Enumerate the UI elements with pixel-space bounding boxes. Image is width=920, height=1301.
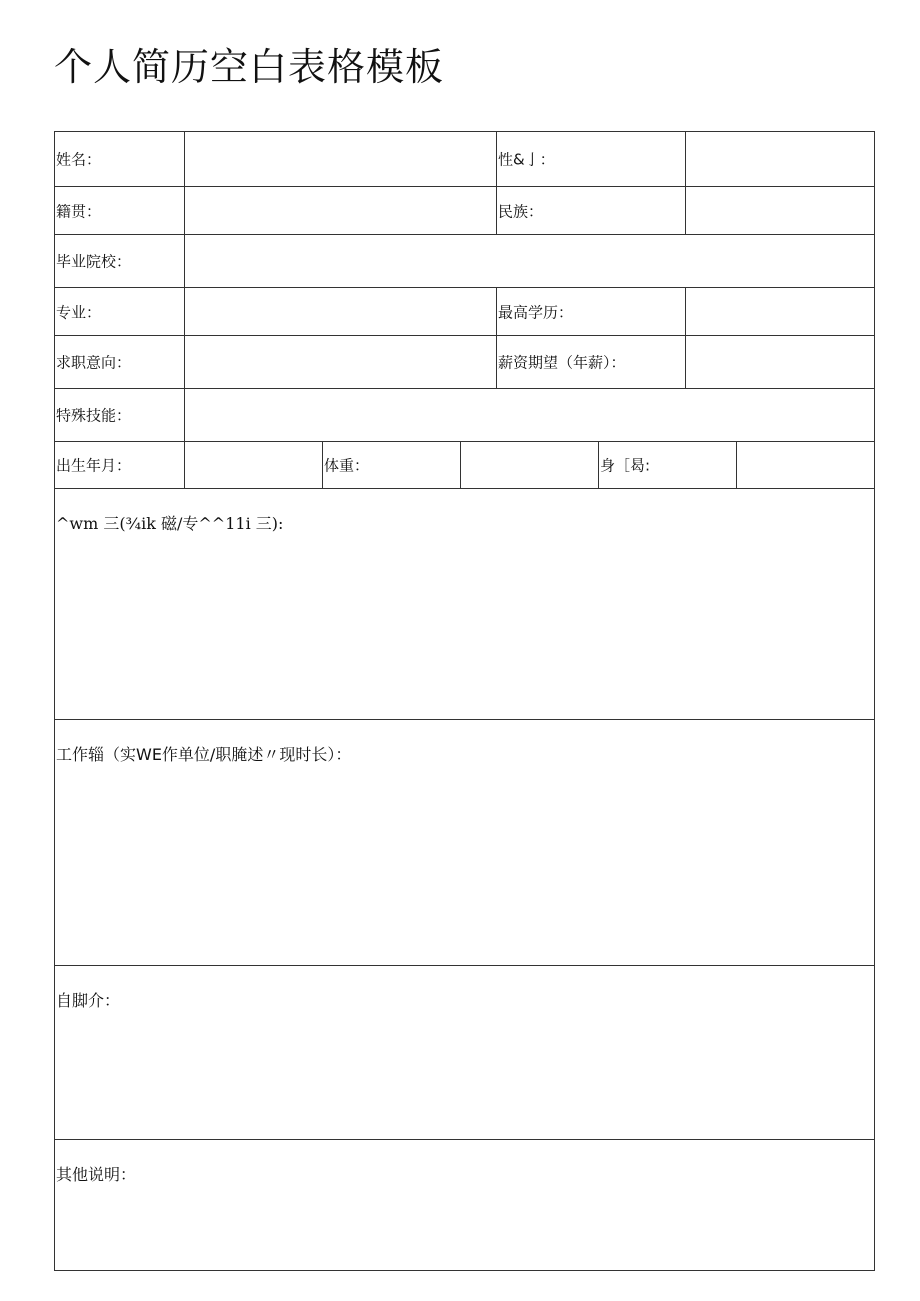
label-cell-gender	[497, 132, 686, 186]
page-title: 个人简历空白表格模板	[54, 45, 445, 89]
major-label: 专业：	[56, 303, 102, 321]
self-intro-label: 自脚介：	[56, 991, 121, 1010]
name-field[interactable]	[185, 132, 497, 186]
section-self-intro[interactable]	[55, 966, 874, 1140]
major-field[interactable]	[185, 288, 497, 335]
label-cell-ethnicity	[497, 187, 686, 234]
school-label: 毕业院校：	[56, 252, 132, 271]
weight-label: 体重：	[324, 456, 370, 475]
other-label: 其他说明：	[56, 1165, 137, 1184]
name-label: 姓名：	[56, 150, 102, 169]
gender-label: 性&亅：	[498, 150, 555, 169]
education-label: 最高学历：	[498, 303, 574, 321]
skills-label: 特殊技能：	[56, 406, 132, 425]
job-intent-label: 求职意向：	[56, 353, 132, 372]
row-school	[55, 235, 874, 288]
ethnicity-field[interactable]	[686, 187, 875, 234]
native-place-label: 籍贯：	[56, 202, 102, 220]
label-cell-native-place	[55, 187, 185, 234]
label-cell-major	[55, 288, 185, 335]
salary-field[interactable]	[686, 336, 875, 388]
row-skills	[55, 389, 874, 442]
height-field[interactable]	[737, 442, 875, 488]
section-education-history[interactable]	[55, 489, 874, 720]
label-cell-birth	[55, 442, 185, 488]
native-place-field[interactable]	[185, 187, 497, 234]
label-cell-salary	[497, 336, 686, 388]
label-cell-weight	[323, 442, 461, 488]
salary-label: 薪资期望（年薪）：	[498, 353, 626, 372]
weight-field[interactable]	[461, 442, 599, 488]
label-cell-job-intent	[55, 336, 185, 388]
ethnicity-label: 民族：	[498, 202, 544, 220]
height-label: 身［曷:	[600, 456, 651, 475]
school-field[interactable]	[185, 235, 875, 287]
gender-field[interactable]	[686, 132, 875, 186]
label-cell-name	[55, 132, 185, 186]
row-name	[55, 132, 874, 187]
row-birth	[55, 442, 874, 489]
label-cell-skills	[55, 389, 185, 441]
row-job-intent	[55, 336, 874, 389]
label-cell-school	[55, 235, 185, 287]
education-history-label: ^wm 三(¾ik 磁/专^^11i 三):	[56, 514, 284, 533]
job-intent-field[interactable]	[185, 336, 497, 388]
work-history-label: 工作辎（实WE作单位/职腌述〃现时长）：	[56, 745, 352, 764]
education-field[interactable]	[686, 288, 875, 335]
birth-label: 出生年月：	[56, 456, 132, 475]
resume-form	[54, 131, 875, 1271]
label-cell-height	[599, 442, 737, 488]
label-cell-education	[497, 288, 686, 335]
skills-field[interactable]	[185, 389, 875, 441]
section-other[interactable]	[55, 1140, 874, 1271]
row-major	[55, 288, 874, 336]
row-native-place	[55, 187, 874, 235]
section-work-history[interactable]	[55, 720, 874, 966]
birth-field[interactable]	[185, 442, 323, 488]
